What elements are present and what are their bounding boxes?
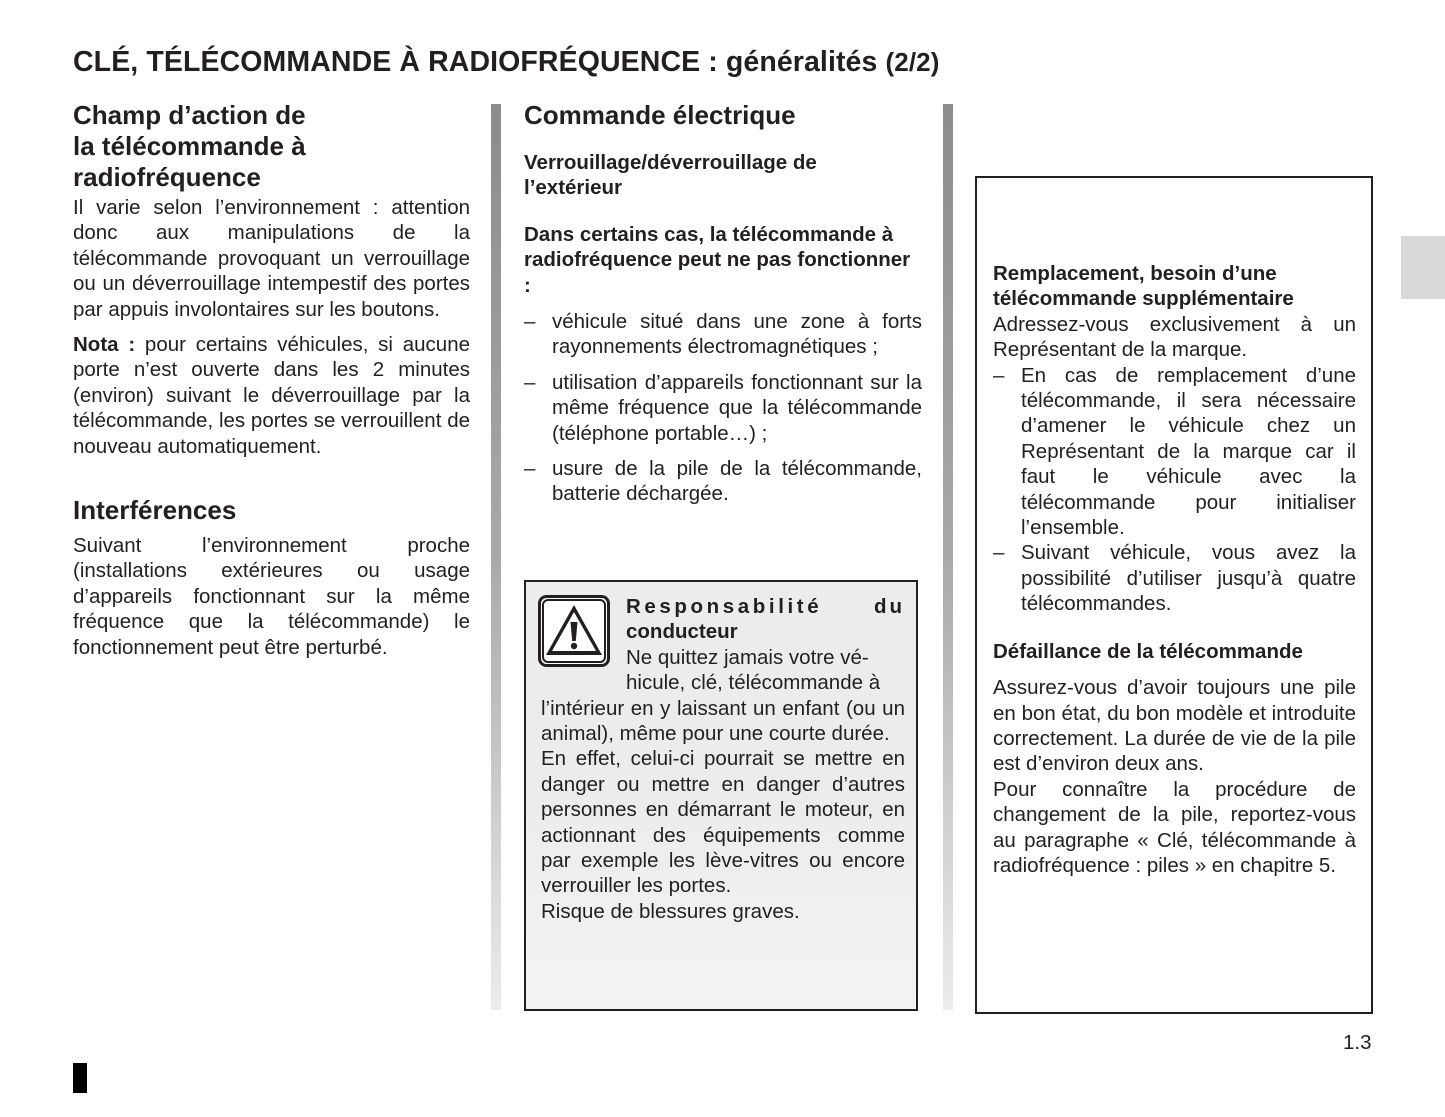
warning-text: En effet, celui-ci pourrait se mettre en danger ou mettre en danger d’autres personnes en démarrant le moteur, en actionnant des équipements comme par exemple les lève-vitres ou encore verrouiller les portes. xyxy=(541,747,905,898)
nota-paragraph xyxy=(73,332,470,459)
info-text: Adressez-vous exclusivement à un Représentant de la marque. xyxy=(993,312,1356,362)
section-heading-interference: Interférences xyxy=(73,495,237,526)
warning-title-word: Responsabilité xyxy=(626,595,823,618)
bullet-dash: – xyxy=(993,363,1005,387)
nota-label: Nota : xyxy=(73,333,136,357)
list-item xyxy=(524,456,922,507)
list-item-text: En cas de remplacement d’une télécommande, il sera nécessaire d’amener le véhicule chez un Représentant de la marque car il faut le véhicule avec la télécommande pour initialiser l’ensemble. xyxy=(1021,363,1356,540)
info-list xyxy=(993,363,1356,617)
list-item-text: véhicule situé dans une zone à forts rayonnements électromagnétiques ; xyxy=(552,310,922,359)
warning-title-line: conducteur xyxy=(626,620,738,644)
column-middle xyxy=(524,100,922,507)
info-text: Assurez-vous d’avoir toujours une pile en bon état, du bon modèle et introduite correctement. La durée de vie de la pile est d’environ deux ans. xyxy=(993,676,1356,776)
list-item xyxy=(524,309,922,360)
heading-line: la télécommande à xyxy=(73,131,306,161)
warning-content xyxy=(541,594,905,924)
warning-title-word: du xyxy=(873,595,905,618)
interference-paragraph: Suivant l’environnement proche (installations extérieures ou usage d’appareils fonctionnant sur la même fréquence que la télécommande) le fonctionnement peut être perturbé. xyxy=(73,534,470,659)
subheading-lock xyxy=(524,150,922,201)
bullet-dash: – xyxy=(524,457,536,481)
column-divider xyxy=(943,104,953,1010)
title-part-number: (2/2) xyxy=(885,47,940,77)
heading-line: Champ d’action de xyxy=(73,100,306,130)
warning-title xyxy=(626,594,905,645)
warning-text: Risque de blessures graves. xyxy=(541,899,800,923)
info-box xyxy=(975,176,1373,1014)
info-heading-line: télécommande supplémentaire xyxy=(993,287,1294,311)
warning-line: Ne quittez jamais votre vé- xyxy=(626,645,869,669)
title-text: CLÉ, TÉLÉCOMMANDE À RADIOFRÉQUENCE : généralités xyxy=(73,46,878,78)
list-item-text: Suivant véhicule, vous avez la possibilité d’utiliser jusqu’à quatre télécommandes. xyxy=(1021,541,1356,616)
column-divider xyxy=(491,104,501,1010)
subheading-line: Verrouillage/déverrouillage de xyxy=(524,151,817,174)
failure-list xyxy=(524,309,922,507)
bullet-dash: – xyxy=(993,541,1005,565)
intro-bold: Dans certains cas, la télécommande à radiofréquence peut ne pas fonctionner : xyxy=(524,222,911,297)
print-mark xyxy=(73,1063,87,1093)
bullet-dash: – xyxy=(524,370,536,394)
nota-text: pour certains véhicules, si aucune porte n’est ouverte dans les 2 minutes (environ) suivant le déverrouillage par la télécommande, les portes se verrouillent de nouveau automatiquement. xyxy=(73,333,471,458)
heading-line: radiofréquence xyxy=(73,162,261,192)
info-text: Pour connaître la procédure de changement de la pile, reportez-vous au paragraphe « Clé, télécommande à radiofréquence : piles » en chapitre 5. xyxy=(993,777,1356,877)
range-paragraph: Il varie selon l’environnement : attention donc aux manipulations de la télécommande provoquant un verrouillage ou un déverrouillage intempestif des portes par appuis involontaires sur les boutons. xyxy=(73,196,470,321)
warning-text: l’intérieur en y laissant un enfant (ou un animal), même pour une courte durée. xyxy=(541,696,905,746)
info-heading-line: Remplacement, besoin d’une xyxy=(993,262,1277,285)
list-item xyxy=(524,370,922,446)
list-item-text: usure de la pile de la télécommande, batterie déchargée. xyxy=(552,457,922,506)
warning-box xyxy=(524,580,918,1011)
column-left xyxy=(73,100,470,660)
info-heading-replacement xyxy=(993,261,1356,312)
list-item xyxy=(993,363,1356,541)
subheading-line: l’extérieur xyxy=(524,176,622,200)
bullet-dash: – xyxy=(524,310,536,334)
warning-line: hicule, clé, télécommande à xyxy=(626,671,881,695)
list-item xyxy=(993,540,1356,616)
section-heading-range xyxy=(73,100,470,193)
list-item-text: utilisation d’appareils fonctionnant sur la même fréquence que la télécommande (téléphone portable…) ; xyxy=(552,370,922,445)
info-content xyxy=(993,261,1356,878)
chapter-tab xyxy=(1401,236,1445,299)
page-title xyxy=(73,46,939,79)
section-heading-electric: Commande électrique xyxy=(524,100,796,130)
info-heading-failure: Défaillance de la télécommande xyxy=(993,639,1303,663)
page-number: 1.3 xyxy=(1343,1031,1372,1054)
